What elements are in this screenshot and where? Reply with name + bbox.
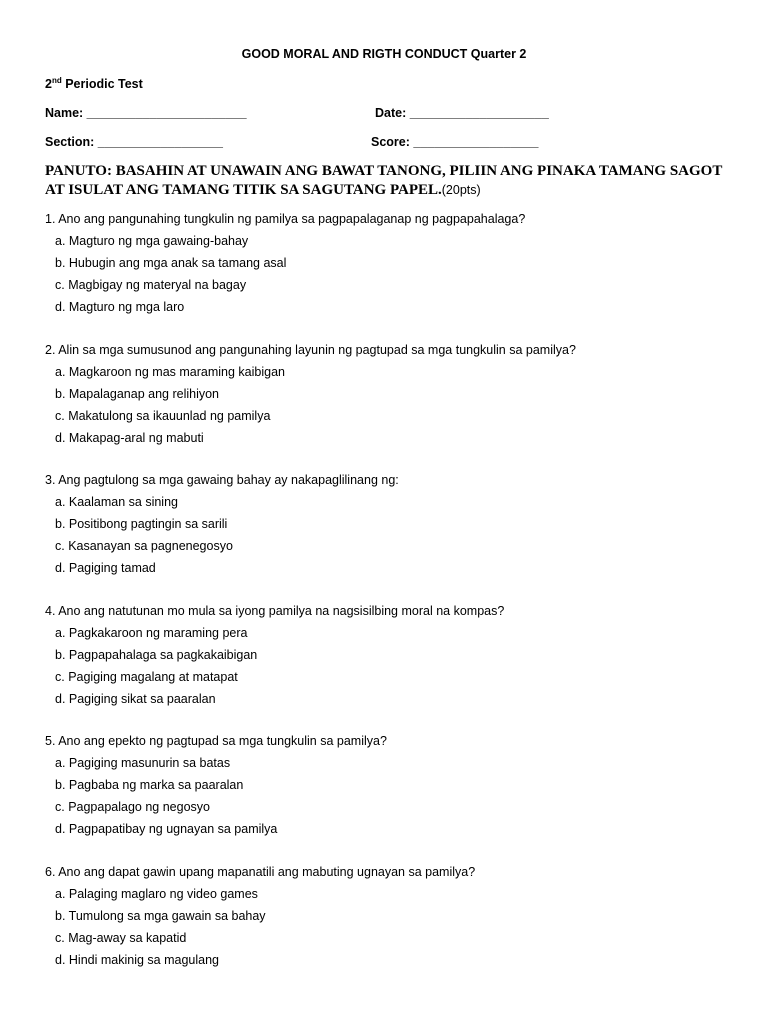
date-field: Date: ____________________ [375, 106, 549, 120]
name-field: Name: _______________________ [45, 106, 247, 120]
choice-a: a. Magturo ng mga gawaing-bahay [55, 234, 249, 248]
choice-b: b. Positibong pagtingin sa sarili [55, 517, 228, 531]
choice-a: a. Kaalaman sa sining [55, 495, 178, 509]
question-text: 3. Ang pagtulong sa mga gawaing bahay ay nakapaglilinang ng: [45, 473, 399, 487]
document-title: GOOD MORAL AND RIGTH CONDUCT Quarter 2 [241, 47, 527, 61]
question-1 [45, 210, 745, 320]
choice-c: c. Pagiging magalang at matapat [55, 669, 238, 684]
choice-d: d. Pagiging sikat sa paaralan [55, 691, 216, 706]
question-3 [45, 471, 745, 581]
choice-b: b. Tumulong sa mga gawain sa bahay [55, 908, 266, 923]
choice-d: d. Makapag-aral ng mabuti [55, 430, 204, 445]
choice-c: c. Makatulong sa ikauunlad ng pamilya [55, 408, 271, 423]
choice-a: a. Palaging maglaro ng video games [55, 886, 258, 901]
choice-c: c. Pagpapalago ng negosyo [55, 800, 210, 814]
question-text: 1. Ano ang pangunahing tungkulin ng pamilya sa pagpapalaganap ng pagpapahalaga? [45, 212, 526, 226]
question-text: 4. Ano ang natutunan mo mula sa iyong pamilya na nagsisilbing moral na kompas? [45, 603, 505, 618]
instructions [45, 162, 725, 200]
question-4 [45, 602, 745, 712]
question-2 [45, 341, 745, 451]
choice-a: a. Magkaroon ng mas maraming kaibigan [55, 364, 285, 379]
choice-b: b. Pagbaba ng marka sa paaralan [55, 778, 244, 792]
choice-b: b. Hubugin ang mga anak sa tamang asal [55, 256, 287, 270]
score-field: Score: __________________ [371, 135, 539, 149]
question-text: 6. Ano ang dapat gawin upang mapanatili ang mabuting ugnayan sa pamilya? [45, 864, 476, 879]
question-text: 5. Ano ang epekto ng pagtupad sa mga tungkulin sa pamilya? [45, 734, 387, 748]
test-ordinal-suffix: nd [51, 75, 62, 85]
choice-c: c. Mag-away sa kapatid [55, 930, 187, 945]
question-5 [45, 732, 745, 842]
choice-c: c. Magbigay ng materyal na bagay [55, 278, 247, 292]
choice-d: d. Pagiging tamad [55, 561, 156, 575]
test-label: Periodic Test [61, 77, 143, 91]
choice-c: c. Kasanayan sa pagnenegosyo [55, 539, 233, 553]
choice-a: a. Pagiging masunurin sa batas [55, 756, 231, 770]
choice-d: d. Pagpapatibay ng ugnayan sa pamilya [55, 822, 278, 836]
choice-b: b. Pagpapahalaga sa pagkakaibigan [55, 647, 258, 662]
section-field: Section: __________________ [45, 135, 223, 149]
test-number: 2 [45, 77, 52, 91]
question-6 [45, 863, 745, 973]
instructions-text: PANUTO: BASAHIN AT UNAWAIN ANG BAWAT TANONG, PILIIN ANG PINAKA TAMANG SAGOT AT ISULAT ANG TAMANG TITIK SA SAGUTANG PAPEL. [45, 163, 723, 198]
choice-b: b. Mapalaganap ang relihiyon [55, 386, 220, 401]
instructions-points: (20pts) [441, 183, 481, 197]
choice-a: a. Pagkakaroon ng maraming pera [55, 625, 248, 640]
choice-d: d. Hindi makinig sa magulang [55, 952, 219, 967]
question-text: 2. Alin sa mga sumusunod ang pangunahing layunin ng pagtupad sa mga tungkulin sa pamilya? [45, 342, 576, 357]
question-list [45, 210, 745, 993]
test-subtitle [45, 77, 143, 91]
choice-d: d. Magturo ng mga laro [55, 300, 185, 314]
